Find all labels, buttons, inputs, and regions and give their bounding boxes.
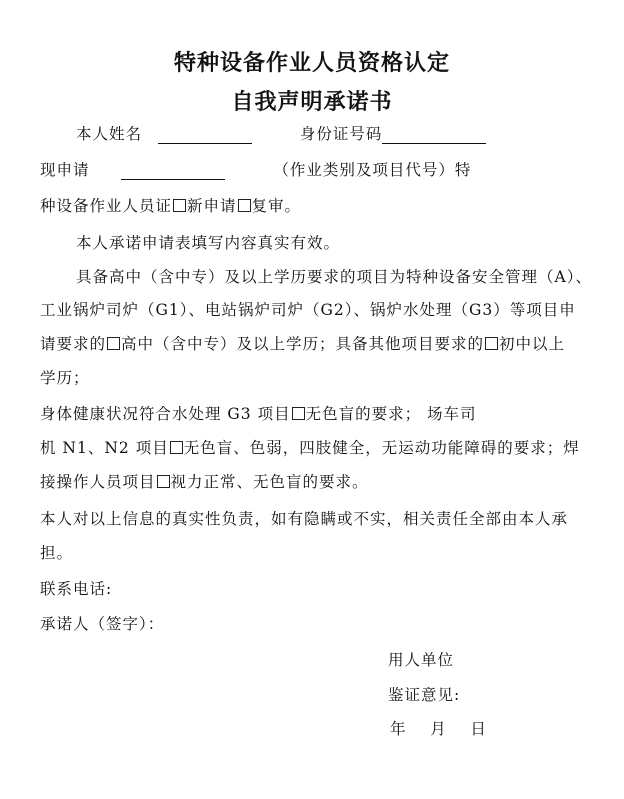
renewal-checkbox[interactable] xyxy=(238,199,251,212)
opinion-label: 鉴证意见: xyxy=(388,686,461,704)
pledge-p2-l1: 具备高中（含中专）及以上学历要求的项目为特种设备安全管理（A）、 xyxy=(76,268,592,286)
date-label: 年 月 日 xyxy=(390,720,487,738)
new-label: 新申请 xyxy=(187,197,237,215)
employer-label: 用人单位 xyxy=(388,651,455,669)
name-label: 本人姓名 xyxy=(76,125,143,143)
apply-cont: 种设备作业人员证 xyxy=(40,197,173,215)
signer-label: 承诺人（签字）： xyxy=(40,615,165,633)
doc-title-line2: 自我声明承诺书 xyxy=(231,90,393,115)
renew-label: 复审。 xyxy=(251,197,302,215)
new-application-checkbox[interactable] xyxy=(173,199,186,212)
p3-l2b: 无色盲、色弱，四肢健全，无运动功能障碍的要求；焊 xyxy=(183,439,580,457)
p3-l2a: 机 N1、N2 项目 xyxy=(40,439,169,457)
pledge-p3-l1 xyxy=(40,402,477,424)
doc-title-line1: 特种设备作业人员资格认定 xyxy=(173,51,450,76)
pledge-p4-l2: 担。 xyxy=(40,544,74,562)
pledge-p3-l3 xyxy=(40,470,369,492)
p3-l1a: 身体健康状况符合水处理 G3 项目 xyxy=(40,405,291,423)
pledge-p3-l2 xyxy=(40,436,580,458)
p2-l3a: 请要求的 xyxy=(40,335,107,353)
high-school-checkbox[interactable] xyxy=(107,337,120,350)
p2-l3b: 高中（含中专）及以上学历；具备其他项目要求的 xyxy=(121,335,485,353)
pledge-p2-l4: 学历； xyxy=(40,369,90,387)
apply-label: 现申请 xyxy=(40,161,90,179)
pledge-p2-l3 xyxy=(40,332,565,354)
id-field[interactable] xyxy=(382,125,486,144)
apply-hint: （作业类别及项目代号）特 xyxy=(273,161,472,179)
p3-l3a: 接操作人员项目 xyxy=(40,473,156,491)
id-label: 身份证号码 xyxy=(299,125,383,143)
pledge-p1: 本人承诺申请表填写内容真实有效。 xyxy=(76,234,341,252)
junior-high-checkbox[interactable] xyxy=(485,337,498,350)
name-id-row xyxy=(76,122,486,144)
p3-l3b: 视力正常、无色盲的要求。 xyxy=(170,473,369,491)
p3-l1b: 无色盲的要求； 场车司 xyxy=(305,405,477,423)
p2-l3c: 初中以上 xyxy=(499,335,566,353)
g3-colorblind-checkbox[interactable] xyxy=(292,407,305,420)
n1n2-health-checkbox[interactable] xyxy=(170,441,183,454)
apply-row xyxy=(40,158,471,180)
pledge-p4-l1: 本人对以上信息的真实性负责，如有隐瞒或不实，相关责任全部由本人承 xyxy=(40,510,569,528)
apply-field[interactable] xyxy=(121,161,225,180)
phone-label: 联系电话: xyxy=(40,580,113,598)
apply-type-row xyxy=(40,194,301,216)
pledge-p2-l2: 工业锅炉司炉（G1）、电站锅炉司炉（G2）、锅炉水处理（G3）等项目申 xyxy=(40,301,576,319)
welder-vision-checkbox[interactable] xyxy=(157,475,170,488)
name-field[interactable] xyxy=(158,125,252,144)
